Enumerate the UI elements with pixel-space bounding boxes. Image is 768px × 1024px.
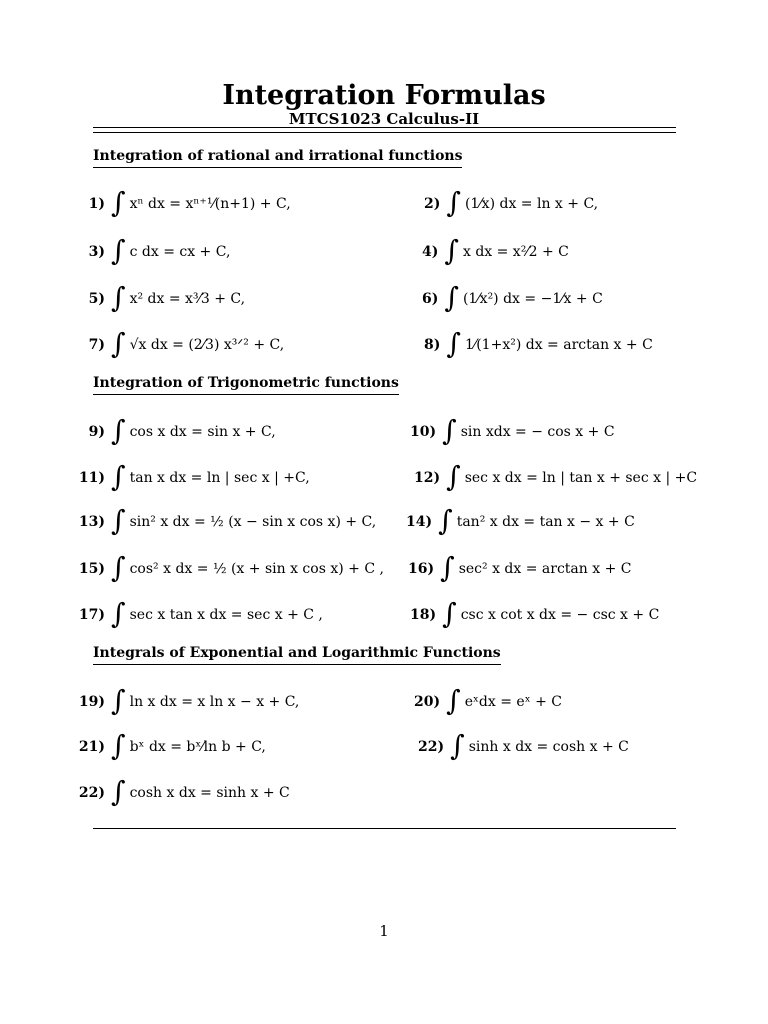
integral-sign: ∫ bbox=[444, 234, 459, 267]
integral-sign: ∫ bbox=[111, 281, 126, 314]
integral-sign: ∫ bbox=[438, 504, 453, 537]
formula-9 bbox=[75, 414, 276, 447]
formula-expression: sin xdx = − cos x + C bbox=[460, 424, 615, 440]
formula-expression: bˣ dx = bˣ⁄ln b + C, bbox=[129, 739, 266, 755]
integral-sign: ∫ bbox=[111, 551, 126, 584]
formula-11 bbox=[75, 460, 310, 493]
formula-14 bbox=[406, 504, 635, 537]
integral-sign: ∫ bbox=[442, 597, 457, 630]
formula-18 bbox=[410, 597, 660, 630]
formula-expression: x² dx = x³⁄3 + C, bbox=[129, 291, 246, 307]
formula-number: 12) bbox=[414, 470, 441, 486]
formula-expression: sinh x dx = cosh x + C bbox=[468, 739, 629, 755]
integral-sign: ∫ bbox=[111, 504, 126, 537]
formula-expression: eˣdx = eˣ + C bbox=[464, 694, 562, 710]
integral-sign: ∫ bbox=[111, 234, 126, 267]
integral-sign: ∫ bbox=[446, 186, 461, 219]
formula-expression: (1⁄x²) dx = −1⁄x + C bbox=[462, 291, 603, 307]
formula-expression: √x dx = (2⁄3) x³ᐟ² + C, bbox=[129, 337, 285, 353]
formula-expression: tan x dx = ln | sec x | +C, bbox=[129, 470, 310, 486]
formula-number: 15) bbox=[78, 561, 105, 577]
formula-number: 4) bbox=[422, 244, 439, 260]
formula-expression: sec² x dx = arctan x + C bbox=[458, 561, 632, 577]
formula-number: 13) bbox=[78, 514, 105, 530]
formula-22 bbox=[418, 729, 629, 762]
formula-number: 20) bbox=[414, 694, 441, 710]
integral-sign: ∫ bbox=[440, 551, 455, 584]
formula-17 bbox=[75, 597, 323, 630]
page-number: 1 bbox=[379, 922, 389, 940]
formula-5 bbox=[75, 281, 246, 314]
formula-8 bbox=[424, 327, 653, 360]
formula-number: 7) bbox=[88, 337, 105, 353]
title-rule-top bbox=[93, 127, 676, 128]
closing-rule bbox=[93, 828, 676, 829]
page-title: Integration Formulas bbox=[222, 80, 546, 111]
integral-sign: ∫ bbox=[450, 729, 465, 762]
integral-sign: ∫ bbox=[446, 460, 461, 493]
formula-number: 5) bbox=[88, 291, 105, 307]
formula-16 bbox=[408, 551, 632, 584]
integral-sign: ∫ bbox=[111, 460, 126, 493]
formula-20 bbox=[414, 684, 562, 717]
formula-number: 18) bbox=[410, 607, 437, 623]
integral-sign: ∫ bbox=[111, 597, 126, 630]
formula-number: 9) bbox=[88, 424, 105, 440]
formula-expression: csc x cot x dx = − csc x + C bbox=[460, 607, 660, 623]
section-heading-rational: Integration of rational and irrational functions bbox=[93, 148, 462, 168]
formula-7 bbox=[75, 327, 285, 360]
integral-sign: ∫ bbox=[442, 414, 457, 447]
formula-number: 16) bbox=[408, 561, 435, 577]
formula-1 bbox=[75, 186, 291, 219]
formula-number: 1) bbox=[88, 196, 105, 212]
title-rule-bottom bbox=[93, 132, 676, 133]
formula-expression: tan² x dx = tan x − x + C bbox=[456, 514, 635, 530]
integral-sign: ∫ bbox=[444, 281, 459, 314]
formula-expression: cos² x dx = ½ (x + sin x cos x) + C , bbox=[129, 561, 384, 577]
formula-number: 3) bbox=[88, 244, 105, 260]
formula-number: 10) bbox=[410, 424, 437, 440]
formula-15 bbox=[75, 551, 384, 584]
formula-21 bbox=[75, 729, 266, 762]
integral-sign: ∫ bbox=[111, 729, 126, 762]
formula-expression: xⁿ dx = xⁿ⁺¹⁄(n+1) + C, bbox=[129, 196, 291, 212]
formula-number: 17) bbox=[78, 607, 105, 623]
page-subtitle: MTCS1023 Calculus-II bbox=[288, 110, 480, 128]
formula-4 bbox=[422, 234, 569, 267]
integral-sign: ∫ bbox=[111, 775, 126, 808]
formula-number: 8) bbox=[424, 337, 441, 353]
formula-22b bbox=[75, 775, 290, 808]
formula-expression: sec x dx = ln | tan x + sec x | +C bbox=[464, 470, 698, 486]
formula-expression: sin² x dx = ½ (x − sin x cos x) + C, bbox=[129, 514, 377, 530]
formula-expression: cosh x dx = sinh x + C bbox=[129, 785, 290, 801]
formula-expression: cos x dx = sin x + C, bbox=[129, 424, 276, 440]
integral-sign: ∫ bbox=[446, 327, 461, 360]
formula-number: 14) bbox=[406, 514, 433, 530]
formula-number: 21) bbox=[78, 739, 105, 755]
formula-3 bbox=[75, 234, 231, 267]
formula-number: 19) bbox=[78, 694, 105, 710]
formula-12 bbox=[414, 460, 698, 493]
formula-19 bbox=[75, 684, 300, 717]
formula-number: 22) bbox=[418, 739, 445, 755]
section-heading-exponential: Integrals of Exponential and Logarithmic Functions bbox=[93, 645, 501, 665]
formula-number: 6) bbox=[422, 291, 439, 307]
formula-10 bbox=[410, 414, 615, 447]
formula-number: 11) bbox=[78, 470, 105, 486]
integral-sign: ∫ bbox=[111, 414, 126, 447]
formula-2 bbox=[424, 186, 599, 219]
formula-expression: (1⁄x) dx = ln x + C, bbox=[464, 196, 599, 212]
formula-6 bbox=[422, 281, 603, 314]
integral-sign: ∫ bbox=[446, 684, 461, 717]
formula-expression: x dx = x²⁄2 + C bbox=[462, 244, 569, 260]
formula-number: 22) bbox=[78, 785, 105, 801]
formula-13 bbox=[75, 504, 377, 537]
formula-expression: ln x dx = x ln x − x + C, bbox=[129, 694, 300, 710]
section-heading-trigonometric: Integration of Trigonometric functions bbox=[93, 375, 399, 395]
formula-number: 2) bbox=[424, 196, 441, 212]
formula-expression: 1⁄(1+x²) dx = arctan x + C bbox=[464, 337, 653, 353]
integral-sign: ∫ bbox=[111, 186, 126, 219]
formula-expression: sec x tan x dx = sec x + C , bbox=[129, 607, 323, 623]
formula-expression: c dx = cx + C, bbox=[129, 244, 231, 260]
integral-sign: ∫ bbox=[111, 684, 126, 717]
integral-sign: ∫ bbox=[111, 327, 126, 360]
